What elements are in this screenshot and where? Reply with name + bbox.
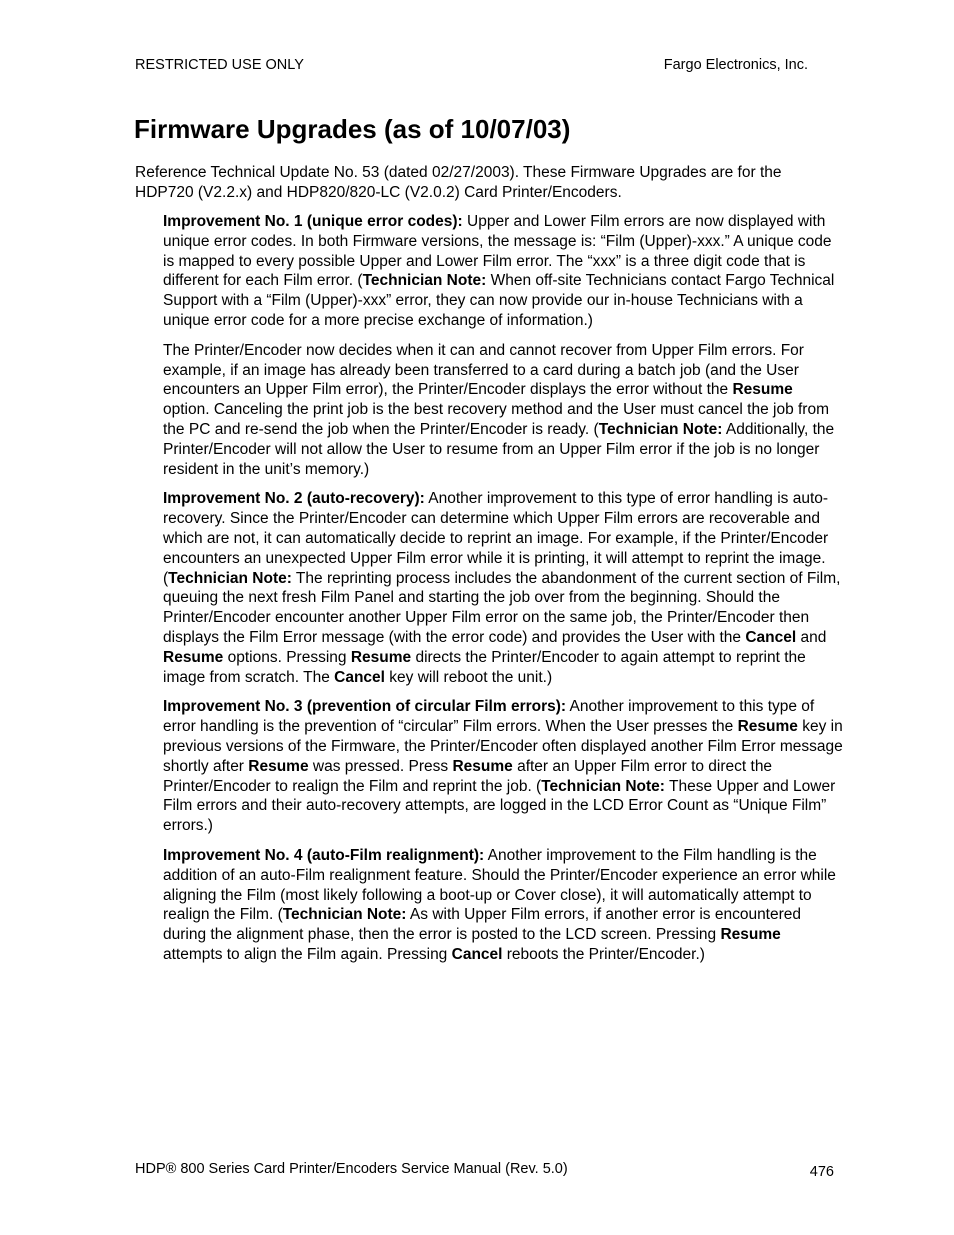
bold-run: Resume <box>452 757 513 775</box>
paragraph-improvement-4 <box>163 846 843 965</box>
text-run: directs the Printer/Encoder to again attempt to reprint the image from scratch. The <box>163 648 806 686</box>
intro-paragraph: Reference Technical Update No. 53 (dated 02/27/2003). These Firmware Upgrades are for the HDP720 (V2.2.x) and HDP820/820-LC (V2.0.2) Card Printer/Encoders. <box>135 164 782 201</box>
bold-run: Cancel <box>745 628 797 646</box>
bold-run: Resume <box>248 757 309 775</box>
text-run: key in previous versions of the Firmware, the Printer/Encoder often displayed another Film Error message shortly after <box>163 718 843 775</box>
bold-run: Cancel <box>334 668 385 686</box>
bold-run: Resume <box>737 718 798 736</box>
bold-run: Technician Note: <box>541 777 665 795</box>
text-run: Additionally, the Printer/Encoder will not allow the User to resume from an Upper Film error if the job is no longer resident in the unit’s memory.) <box>163 420 835 478</box>
bold-run: Resume <box>350 648 412 666</box>
bold-run: Improvement No. 4 (auto-Film realignment): <box>163 846 485 864</box>
text-run: When off-site Technicians contact Fargo Technical Support with a “Film (Upper)-xxx” error, they can now provide our in-house Technicians with a unique error code for a more precise exchange of information.) <box>163 272 835 329</box>
text-run: The Printer/Encoder now decides when it can and cannot recover from Upper Film errors. For example, if an image has already been transferred to a card during a batch job (and the User encounters an Upper Film error), the Printer/Encoder displays the error without the <box>163 341 804 399</box>
header-restricted-notice: RESTRICTED USE ONLY <box>135 57 304 73</box>
bold-run: Improvement No. 2 (auto-recovery): <box>163 490 425 508</box>
bold-run: Resume <box>163 648 224 666</box>
text-run: key will reboot the unit.) <box>384 668 553 686</box>
paragraph-improvement-1 <box>163 212 843 331</box>
bold-run: Resume <box>720 926 781 944</box>
text-run: These Upper and Lower Film errors and their auto-recovery attempts, are logged in the LCD Error Count as “Unique Film” errors.) <box>163 777 836 835</box>
footer-manual-title: HDP® 800 Series Card Printer/Encoders Service Manual (Rev. 5.0) <box>135 1161 568 1177</box>
text-run: and <box>796 628 827 646</box>
bold-run: Technician Note: <box>168 569 292 587</box>
header-company-name: Fargo Electronics, Inc. <box>663 57 808 73</box>
text-run: was pressed. Press <box>308 757 453 775</box>
text-run: As with Upper Film errors, if another error is encountered during the alignment phase, then the error is posted to the LCD screen. Pressing <box>163 906 802 944</box>
text-run: attempts to align the Film again. Pressing <box>163 945 452 963</box>
text-run: Upper and Lower Film errors are now displayed with unique error codes. In both Firmware versions, the message is: “Film (Upper)-xxx.” A unique code is mapped to every possible Upper and Lower Film error. The “xxx” is a three digit code that is different for each Film error. ( <box>163 213 832 290</box>
paragraph-improvement-2 <box>163 489 843 687</box>
bold-run: Improvement No. 1 (unique error codes): <box>163 213 463 230</box>
bold-run: Technician Note: <box>598 420 723 438</box>
paragraph-upper-film-recovery <box>163 341 843 480</box>
bold-run: Technician Note: <box>362 272 487 290</box>
text-run: Another improvement to this type of error handling is the prevention of “circular” Film errors. When the User presses the <box>163 698 815 736</box>
text-run: Another improvement to the Film handling is the addition of an auto-Film realignment feature. Should the Printer/Encoder experience an error while aligning the Film (most likely following a boot-up or Cover close), it will automatically attempt to realign the Film. ( <box>163 846 836 924</box>
text-run: option. Canceling the print job is the best recovery method and the User must cancel the job from the PC and re-send the job when the Printer/Encoder is ready. ( <box>163 401 829 438</box>
bold-run: Improvement No. 3 (prevention of circular Film errors): <box>163 698 567 716</box>
bold-run: Resume <box>732 381 793 399</box>
page-title: Firmware Upgrades (as of 10/07/03) <box>134 114 571 144</box>
text-run: The reprinting process includes the abandonment of the current section of Film, queuing the next fresh Film Panel and starting the job over from the beginning. Should the Printer/Encoder encounter another Upper Film error on the same job, the Printer/Encoder then displays the Film Error message (with the error code) and provides the User with the <box>163 569 841 646</box>
text-run: Another improvement to this type of error handling is auto-recovery. Since the Printer/Encoder can determine which Upper Film errors are recoverable and which are not, it can automatically decide to reprint an image. For example, if the Printer/Encoder encounters an unexpected Upper Film error while it is printing, it will attempt to reprint the image. ( <box>163 490 829 587</box>
bold-run: Cancel <box>451 945 503 963</box>
text-run: after an Upper Film error to direct the Printer/Encoder to realign the Film and reprint the job. ( <box>163 757 773 795</box>
text-run: options. Pressing <box>223 648 351 666</box>
text-run: reboots the Printer/Encoder.) <box>502 945 705 963</box>
paragraph-improvement-3 <box>163 697 843 836</box>
bold-run: Technician Note: <box>282 906 407 924</box>
page-number: 476 <box>809 1164 834 1180</box>
improvements-body <box>163 212 843 975</box>
